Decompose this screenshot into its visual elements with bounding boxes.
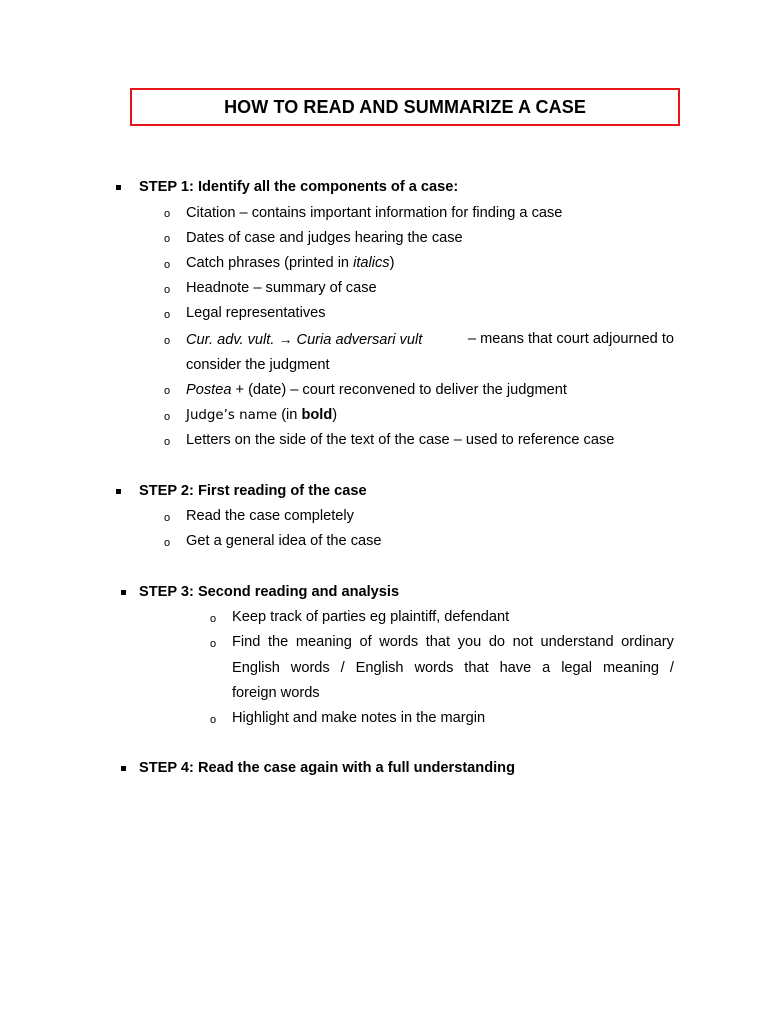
sub-bullet-icon: o <box>164 208 171 220</box>
sub-bullet-icon: o <box>210 638 217 650</box>
list-item-text: ) <box>332 407 338 423</box>
list-item <box>186 330 674 349</box>
list-item-text: + (date) – court reconvened to deliver the judgment <box>231 382 567 398</box>
list-item-bold: bold <box>301 407 333 423</box>
word: the <box>267 634 289 650</box>
word: English <box>232 660 280 676</box>
sub-bullet-icon: o <box>210 714 217 726</box>
list-item: Read the case completely <box>186 508 354 524</box>
word: words <box>414 660 454 676</box>
list-item-italic: Curia adversari vult <box>296 332 423 348</box>
list-item: Dates of case and judges hearing the case <box>186 230 463 246</box>
list-item-continuation: consider the judgment <box>186 357 330 373</box>
sub-bullet-icon: o <box>164 284 171 296</box>
word: ordinary <box>621 634 674 650</box>
sub-bullet-icon: o <box>164 309 171 321</box>
word: English <box>355 660 404 676</box>
word: that <box>464 660 489 676</box>
list-item: Keep track of parties eg plaintiff, defendant <box>232 609 510 625</box>
list-item <box>186 406 337 425</box>
step-2-bullet-icon <box>116 489 121 494</box>
sub-bullet-icon: o <box>164 411 171 423</box>
sub-bullet-icon: o <box>164 537 171 549</box>
word: have <box>499 660 532 676</box>
list-item: Citation – contains important information for finding a case <box>186 205 563 221</box>
word: / <box>669 660 674 676</box>
list-item-continuation: foreign words <box>232 685 320 701</box>
list-item <box>186 381 567 399</box>
list-item: Letters on the side of the text of the case – used to reference case <box>186 432 615 448</box>
list-item <box>232 633 674 651</box>
word: meaning <box>295 634 352 650</box>
list-item-text: – means that court adjourned to <box>467 331 674 347</box>
arrow-right-icon: → <box>278 331 293 347</box>
sub-bullet-icon: o <box>164 385 171 397</box>
word: meaning <box>602 660 659 676</box>
sub-bullet-icon: o <box>164 259 171 271</box>
word: do <box>488 634 506 650</box>
list-item-name: Judge’s name <box>186 408 278 423</box>
list-item: Highlight and make notes in the margin <box>232 710 486 726</box>
step-2-heading: STEP 2: First reading of the case <box>139 483 367 499</box>
word: / <box>340 660 345 676</box>
word: you <box>457 634 482 650</box>
word: of <box>359 634 372 650</box>
step-1-bullet-icon <box>116 185 121 190</box>
step-4-heading: STEP 4: Read the case again with a full understanding <box>139 760 516 776</box>
list-item: Headnote – summary of case <box>186 280 377 296</box>
step-3-bullet-icon <box>121 590 126 595</box>
list-item <box>186 254 394 272</box>
list-item-italic: italics <box>353 255 390 271</box>
word: Find <box>232 634 261 650</box>
step-1-heading: STEP 1: Identify all the components of a case: <box>139 179 459 195</box>
word: words <box>379 634 419 650</box>
title-box <box>130 88 680 126</box>
list-item-italic: Cur. adv. vult. <box>186 332 275 348</box>
page-title: HOW TO READ AND SUMMARIZE A CASE <box>224 96 586 117</box>
list-item-continuation <box>232 659 674 677</box>
step-4-bullet-icon <box>121 766 126 771</box>
sub-bullet-icon: o <box>210 613 217 625</box>
word: not <box>512 634 533 650</box>
sub-bullet-icon: o <box>164 512 171 524</box>
step-3-heading: STEP 3: Second reading and analysis <box>139 584 400 600</box>
word: a <box>542 660 551 676</box>
list-item-italic: Postea <box>186 382 232 398</box>
word: understand <box>540 634 614 650</box>
list-item-text: ) <box>389 255 395 271</box>
word: that <box>425 634 451 650</box>
word: words <box>290 660 330 676</box>
sub-bullet-icon: o <box>164 335 171 347</box>
sub-bullet-icon: o <box>164 436 171 448</box>
sub-bullet-icon: o <box>164 233 171 245</box>
word: legal <box>561 660 593 676</box>
list-item-text: Catch phrases (printed in <box>186 255 354 271</box>
list-item-text: (in <box>277 407 302 423</box>
list-item: Get a general idea of the case <box>186 533 382 549</box>
list-item: Legal representatives <box>186 305 326 321</box>
